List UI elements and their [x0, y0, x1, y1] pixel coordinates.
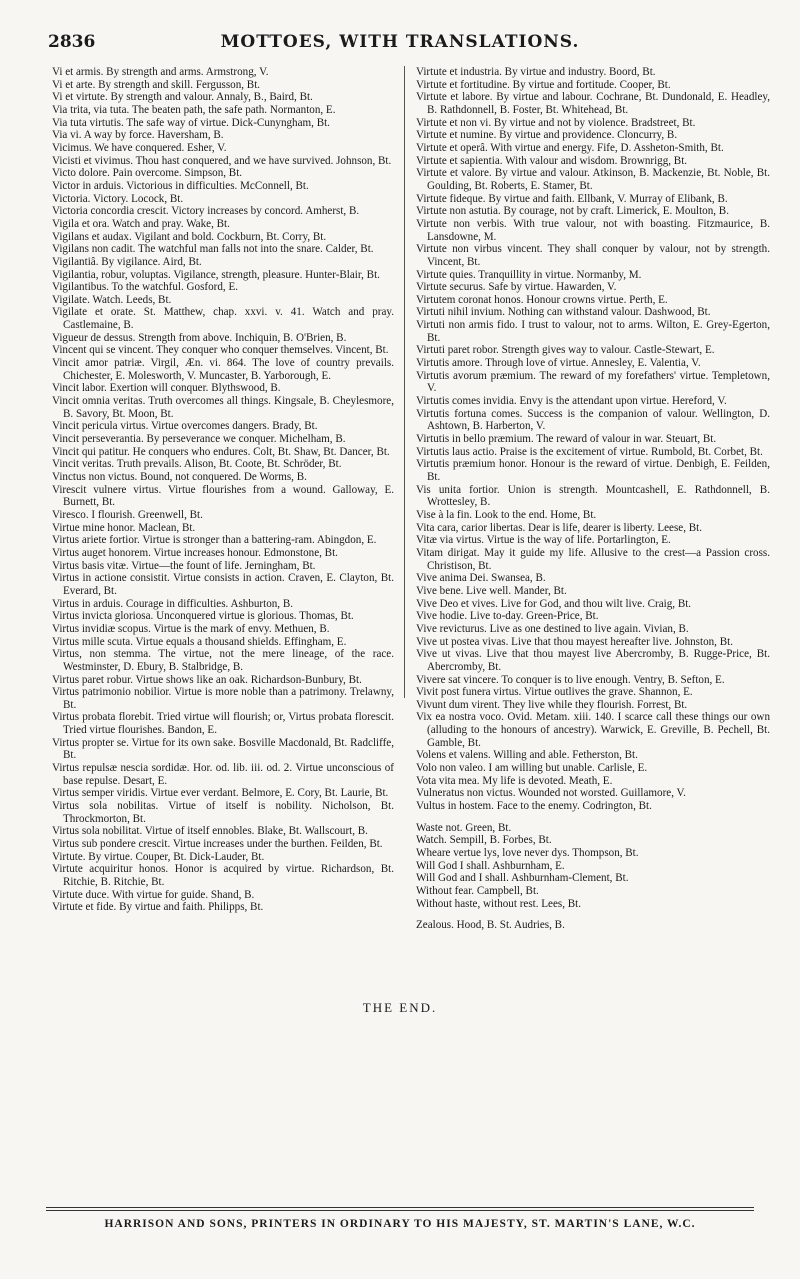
motto-entry: Virtute non astutia. By courage, not by craft. Limerick, E. Moulton, B.: [416, 205, 729, 218]
motto-entry: Virtute duce. With virtue for guide. Shand, B.: [52, 888, 255, 901]
motto-entry: Vive ut vivas. Live that thou mayest live Abercromby, B. Rugge-Price, Bt. Abercromby, Bt.: [416, 648, 770, 673]
motto-entry: Virtute et industria. By virtue and industry. Boord, Bt.: [416, 66, 656, 78]
motto-entry: Virtus in arduis. Courage in difficulties. Ashburton, B.: [52, 597, 294, 610]
motto-entry: Virtutis avorum præmium. The reward of my forefathers' virtue. Templetown, V.: [416, 369, 770, 395]
motto-entry: Virtus, non stemma. The virtue, not the mere lineage, of the race. Westminster, D. Ebury, B. Stalbridge, B.: [52, 648, 394, 673]
motto-entry: Via vi. A way by force. Haversham, B.: [52, 129, 224, 142]
motto-entry: Victor in arduis. Victorious in difficulties. McConnell, Bt.: [52, 179, 309, 192]
motto-entry: Zealous. Hood, B. St. Audries, B.: [416, 919, 565, 932]
motto-entry: Virtute et fide. By virtue and faith. Philipps, Bt.: [52, 901, 264, 914]
motto-entry: Vigueur de dessus. Strength from above. Inchiquin, B. O'Brien, B.: [52, 331, 347, 344]
motto-entry: Virescit vulnere virtus. Virtue flourishes from a wound. Galloway, E. Burnett, Bt.: [52, 483, 394, 509]
printer-imprint: HARRISON AND SONS, PRINTERS IN ORDINARY TO HIS MAJESTY, ST. MARTIN'S LANE, W.C.: [104, 1218, 696, 1230]
motto-entry: Virtute non verbis. With true valour, not with boasting. Fitzmaurice, B. Lansdowne, M.: [416, 217, 770, 243]
motto-entry: Virtus patrimonio nobilior. Virtue is more noble than a patrimony. Trelawny, Bt.: [52, 686, 394, 711]
motto-entry: Virtus invicta gloriosa. Unconquered virtue is glorious. Thomas, Bt.: [52, 610, 354, 623]
motto-entry: Virtus repulsæ nescia sordidæ. Hor. od. lib. iii. od. 2. Virtue unconscious of base repulse. Desart, E.: [52, 762, 394, 787]
motto-entry: Vigilate et orate. St. Matthew, chap. xxvi. v. 41. Watch and pray. Castlemaine, B.: [52, 306, 394, 332]
motto-entry: Virtute et valore. By virtue and valour. Atkinson, B. Mackenzie, Bt. Noble, Bt. Goulding, Bt. Roberts, E. Stamer, Bt.: [416, 167, 770, 192]
footer-rule: [46, 1207, 754, 1208]
motto-entry: Vigilantiâ. By vigilance. Aird, Bt.: [52, 255, 202, 268]
motto-entry: Vive hodie. Live to-day. Green-Price, Bt.: [416, 610, 599, 623]
motto-entry: Vivunt dum virent. They live while they flourish. Forrest, Bt.: [416, 698, 688, 711]
motto-entry: Virtus sola nobilitas. Virtue of itself is nobility. Nicholson, Bt. Throckmorton, Bt.: [52, 800, 394, 825]
motto-entry: Virtus in actione consistit. Virtue consists in action. Craven, E. Clayton, Bt. Everard, Bt.: [52, 572, 394, 597]
right-column-w-entries: [416, 822, 770, 911]
motto-entry: Virtuti nihil invium. Nothing can withstand valour. Dashwood, Bt.: [416, 306, 711, 319]
page-title: MOTTOES, WITH TRANSLATIONS.: [220, 32, 580, 52]
motto-entry: Vive anima Dei. Swansea, B.: [416, 572, 546, 585]
motto-entry: Via tuta virtutis. The safe way of virtue. Dick-Cunyngham, Bt.: [52, 116, 330, 129]
motto-entry: Vi et arte. By strength and skill. Fergusson, Bt.: [52, 78, 261, 91]
motto-entry: Virtus probata florebit. Tried virtue will flourish; or, Virtus probata florescit. Tried virtue flourishes. Bandon, E.: [52, 711, 394, 737]
motto-entry: Vincit pericula virtus. Virtue overcomes dangers. Brady, Bt.: [52, 420, 318, 433]
right-column-v-entries: [416, 66, 770, 813]
motto-entry: Virtute. By virtue. Couper, Bt. Dick-Lauder, Bt.: [52, 850, 265, 863]
motto-entry: Vigilans et audax. Vigilant and bold. Cockburn, Bt. Corry, Bt.: [52, 230, 327, 243]
motto-entry: Vise à la fin. Look to the end. Home, Bt.: [416, 508, 597, 521]
motto-entry: Virtus semper viridis. Virtue ever verdant. Belmore, E. Cory, Bt. Laurie, Bt.: [52, 787, 389, 800]
motto-entry: Virtute quies. Tranquillity in virtue. Normanby, M.: [416, 268, 642, 281]
motto-entry: Virtutis laus actio. Praise is the excitement of virtue. Rumbold, Bt. Corbet, Bt.: [416, 445, 763, 458]
motto-entry: Virtute securus. Safe by virtue. Hawarden, V.: [416, 281, 617, 294]
page-header: [48, 32, 752, 56]
motto-entry: Vultus in hostem. Face to the enemy. Codrington, Bt.: [416, 800, 652, 813]
motto-entry: Wheare vertue lys, love never dys. Thompson, Bt.: [416, 847, 639, 860]
motto-entry: Virtus sub pondere crescit. Virtue increases under the burthen. Feilden, Bt.: [52, 838, 383, 851]
motto-entry: Vigila et ora. Watch and pray. Wake, Bt.: [52, 217, 230, 230]
motto-entry: Virtuti non armis fido. I trust to valour, not to arms. Wilton, E. Grey-Egerton, Bt.: [416, 319, 770, 344]
motto-entry: Virtute et non vi. By virtue and not by violence. Bradstreet, Bt.: [416, 116, 696, 129]
motto-entry: Virtute et operâ. With virtue and energy. Fife, D. Assheton-Smith, Bt.: [416, 141, 724, 154]
motto-entry: Virtuti paret robor. Strength gives way to valour. Castle-Stewart, E.: [416, 344, 715, 357]
motto-entry: Virtutem coronat honos. Honour crowns virtue. Perth, E.: [416, 293, 668, 306]
motto-entry: Victoria concordia crescit. Victory increases by concord. Amherst, B.: [52, 205, 360, 218]
section-gap: [416, 813, 770, 822]
footer-rule: [46, 1210, 754, 1211]
motto-entry: Without haste, without rest. Lees, Bt.: [416, 897, 582, 910]
motto-entry: Vitam dirigat. May it guide my life. Allusive to the crest—a Passion cross. Christison, Bt.: [416, 546, 770, 572]
motto-entry: Vivere sat vincere. To conquer is to live enough. Ventry, B. Sefton, E.: [416, 673, 725, 686]
motto-entry: Virtutis comes invidia. Envy is the attendant upon virtue. Hereford, V.: [416, 395, 727, 408]
motto-entry: Vigilantia, robur, voluptas. Vigilance, strength, pleasure. Hunter-Blair, Bt.: [52, 268, 380, 281]
motto-entry: Virtus propter se. Virtue for its own sake. Bosville Macdonald, Bt. Radcliffe, Bt.: [52, 736, 394, 762]
motto-entry: Viresco. I flourish. Greenwell, Bt.: [52, 508, 203, 521]
motto-entry: Virtute et labore. By virtue and labour. Cochrane, Bt. Dundonald, E. Headley, B. Rathdonnell, B. Foster, Bt. Whitehead, Bt.: [416, 91, 770, 116]
motto-entry: Vincit perseverantia. By perseverance we conquer. Michelham, B.: [52, 433, 346, 446]
motto-entry: Virtute et fortitudine. By virtue and fortitude. Cooper, Bt.: [416, 78, 671, 91]
motto-entry: Volo non valeo. I am willing but unable. Carlisle, E.: [416, 762, 648, 775]
motto-entry: Vicisti et vivimus. Thou hast conquered, and we have survived. Johnson, Bt.: [52, 154, 392, 167]
motto-entry: Vis unita fortior. Union is strength. Mountcashell, E. Rathdonnell, B. Wrottesley, B.: [416, 483, 770, 509]
motto-entry: Vita cara, carior libertas. Dear is life, dearer is liberty. Leese, Bt.: [416, 521, 702, 534]
section-gap: [416, 910, 770, 919]
motto-entry: Vive Deo et vives. Live for God, and thou wilt live. Craig, Bt.: [416, 597, 692, 610]
motto-entry: Vincit veritas. Truth prevails. Alison, Bt. Coote, Bt. Schröder, Bt.: [52, 458, 342, 471]
motto-entry: Via trita, via tuta. The beaten path, the safe path. Normanton, E.: [52, 103, 336, 116]
motto-entry: Vitæ via virtus. Virtue is the way of life. Portarlington, E.: [416, 534, 671, 547]
motto-entry: Vive revicturus. Live as one destined to live again. Vivian, B.: [416, 622, 689, 635]
motto-entry: Victo dolore. Pain overcome. Simpson, Bt.: [52, 167, 243, 180]
motto-entry: Vulneratus non victus. Wounded not worsted. Guillamore, V.: [416, 787, 686, 800]
motto-entry: Vive ut postea vivas. Live that thou mayest hereafter live. Johnston, Bt.: [416, 635, 733, 648]
motto-entry: Virtus ariete fortior. Virtue is stronger than a battering-ram. Abingdon, E.: [52, 534, 377, 547]
motto-entry: Will God I shall. Ashburnham, E.: [416, 859, 565, 872]
motto-entry: Virtute fideque. By virtue and faith. Ellbank, V. Murray of Elibank, B.: [416, 192, 728, 205]
motto-entry: Virtus sola nobilitat. Virtue of itself ennobles. Blake, Bt. Wallscourt, B.: [52, 825, 368, 838]
motto-entry: Victoria. Victory. Locock, Bt.: [52, 192, 184, 205]
motto-entry: Vincit omnia veritas. Truth overcomes all things. Kingsale, B. Cheylesmore, B. Savory, Bt. Moon, Bt.: [52, 395, 394, 420]
the-end: THE END.: [362, 1000, 438, 1015]
right-column-z-entries: [416, 919, 770, 932]
motto-entry: Vix ea nostra voco. Ovid. Metam. xiii. 140. I scarce call these things our own (alluding to the honours of ancestry). Warwick, E. Greville, B. Pechell, Bt. Gamble, Bt.: [416, 711, 770, 749]
page-number: 2836: [48, 32, 96, 52]
motto-entry: Vicimus. We have conquered. Esher, V.: [52, 141, 227, 154]
motto-entry: Virtus auget honorem. Virtue increases honour. Edmonstone, Bt.: [52, 546, 338, 559]
motto-entry: Vincit amor patriæ. Virgil, Æn. vi. 864. The love of country prevails. Chichester, E. Molesworth, V. Muncaster, B. Yarborough, E.: [52, 357, 394, 382]
motto-entry: Virtus mille scuta. Virtue equals a thousand shields. Effingham, E.: [52, 635, 347, 648]
motto-entry: Virtutis in bello præmium. The reward of valour in war. Steuart, Bt.: [416, 433, 717, 446]
right-column: [416, 66, 770, 932]
motto-entry: Volens et valens. Willing and able. Fetherston, Bt.: [416, 749, 638, 762]
motto-entry: Vivit post funera virtus. Virtue outlives the grave. Shannon, E.: [416, 686, 693, 699]
motto-entry: Will God and I shall. Ashburnham-Clement, Bt.: [416, 872, 629, 885]
motto-entry: Vive bene. Live well. Mander, Bt.: [416, 584, 567, 597]
motto-entry: Virtus invidiæ scopus. Virtue is the mark of envy. Methuen, B.: [52, 622, 330, 635]
motto-entry: Vota vita mea. My life is devoted. Meath, E.: [416, 774, 613, 787]
motto-entry: Vincit labor. Exertion will conquer. Blythswood, B.: [52, 382, 281, 395]
motto-entry: Virtute non virbus vincent. They shall conquer by valour, not by strength. Vincent, Bt.: [416, 243, 770, 268]
motto-entry: Virtus basis vitæ. Virtue—the fount of life. Jerningham, Bt.: [52, 559, 316, 572]
left-column: [52, 66, 394, 914]
motto-entry: Vigilantibus. To the watchful. Gosford, E.: [52, 281, 238, 294]
motto-entry: Virtutis præmium honor. Honour is the reward of virtue. Denbigh, E. Feilden, Bt.: [416, 458, 770, 483]
column-divider: [404, 66, 405, 698]
motto-entry: Vigilans non cadit. The watchful man falls not into the snare. Calder, Bt.: [52, 243, 374, 256]
motto-entry: Virtute et numine. By virtue and providence. Cloncurry, B.: [416, 129, 678, 142]
motto-entry: Without fear. Campbell, Bt.: [416, 885, 539, 897]
motto-entry: Vigilate. Watch. Leeds, Bt.: [52, 293, 172, 306]
motto-entry: Virtutis fortuna comes. Success is the companion of valour. Wellington, D. Ashtown, B. Harberton, V.: [416, 407, 770, 433]
motto-entry: Vi et armis. By strength and arms. Armstrong, V.: [52, 66, 269, 78]
motto-entry: Virtutis amore. Through love of virtue. Annesley, E. Valentia, V.: [416, 357, 701, 370]
motto-entry: Watch. Sempill, B. Forbes, Bt.: [416, 834, 552, 847]
motto-entry: Virtute et sapientia. With valour and wisdom. Brownrigg, Bt.: [416, 154, 688, 167]
motto-entry: Vincent qui se vincent. They conquer who conquer themselves. Vincent, Bt.: [52, 344, 389, 357]
motto-entry: Vinctus non victus. Bound, not conquered. De Worms, B.: [52, 471, 307, 483]
motto-entry: Virtus paret robur. Virtue shows like an oak. Richardson-Bunbury, Bt.: [52, 673, 362, 686]
motto-entry: Waste not. Green, Bt.: [416, 821, 512, 834]
motto-entry: Vi et virtute. By strength and valour. Annaly, B., Baird, Bt.: [52, 91, 313, 104]
motto-entry: Virtue mine honor. Maclean, Bt.: [52, 521, 196, 534]
motto-entry: Vincit qui patitur. He conquers who endures. Colt, Bt. Shaw, Bt. Dancer, Bt.: [52, 445, 390, 458]
motto-entry: Virtute acquiritur honos. Honor is acquired by virtue. Richardson, Bt. Ritchie, B. Ritchie, Bt.: [52, 863, 394, 888]
